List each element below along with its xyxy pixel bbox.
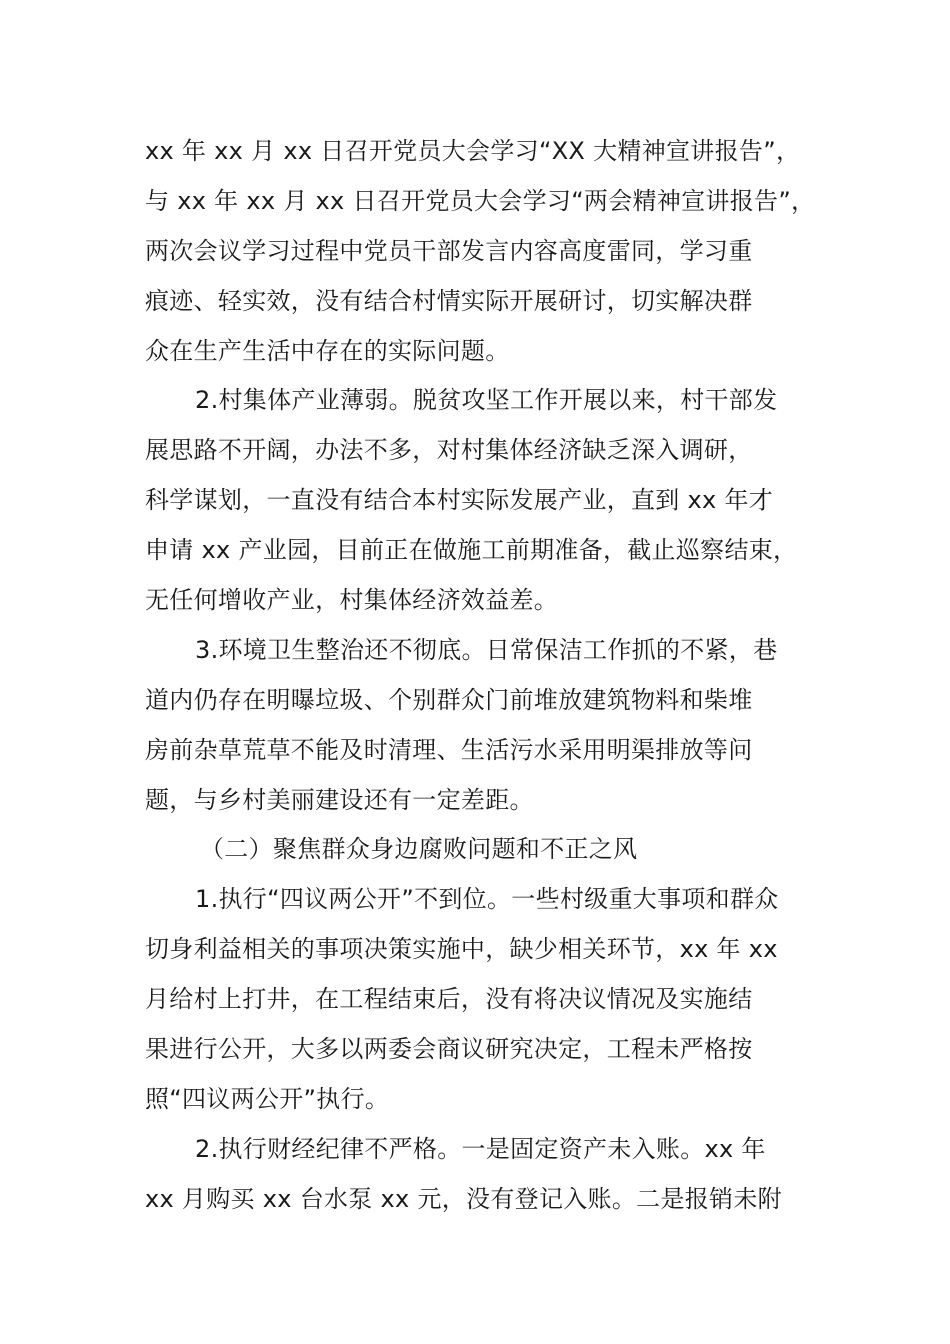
body-line: 无任何增收产业，村集体经济效益差。	[145, 586, 559, 615]
body-line: 痕迹、轻实效，没有结合村情实际开展研讨，切实解决群	[145, 286, 753, 315]
paragraph-start-line: 3.环境卫生整治还不彻底。日常保洁工作抓的不紧，巷	[195, 635, 778, 664]
document-body	[145, 127, 835, 1225]
body-line: xx 年 xx 月 xx 日召开党员大会学习“XX 大精神宣讲报告”，	[145, 137, 801, 165]
paragraph-start-line: 2.村集体产业薄弱。脱贫攻坚工作开展以来，村干部发	[195, 386, 778, 415]
section-heading: （二）聚焦群众身边腐败问题和不正之风	[200, 835, 638, 864]
body-line: 申请 xx 产业园，目前正在做施工前期准备，截止巡察结束，	[145, 536, 798, 565]
body-line: 道内仍存在明曝垃圾、个别群众门前堆放建筑物料和柴堆	[145, 685, 753, 714]
body-line: xx 月购买 xx 台水泵 xx 元，没有登记入账。二是报销未附	[145, 1184, 782, 1213]
body-line: 月给村上打井，在工程结束后，没有将决议情况及实施结	[145, 985, 753, 1014]
body-line: 切身利益相关的事项决策实施中，缺少相关环节，xx 年 xx	[145, 935, 778, 964]
body-line: 科学谋划，一直没有结合本村实际发展产业，直到 xx 年才	[145, 486, 774, 515]
body-line: 与 xx 年 xx 月 xx 日召开党员大会学习“两会精神宣讲报告”，	[145, 186, 816, 215]
body-line: 众在生产生活中存在的实际问题。	[145, 336, 510, 365]
body-line: 题，与乡村美丽建设还有一定差距。	[145, 785, 534, 814]
body-line: 房前杂草荒草不能及时清理、生活污水采用明渠排放等问	[145, 735, 753, 764]
paragraph-start-line: 1.执行“四议两公开”不到位。一些村级重大事项和群众	[195, 885, 779, 914]
paragraph-start-line: 2.执行财经纪律不严格。一是固定资产未入账。xx 年	[195, 1134, 766, 1163]
body-line: 两次会议学习过程中党员干部发言内容高度雷同，学习重	[145, 236, 753, 265]
body-line: 照“四议两公开”执行。	[145, 1084, 390, 1113]
body-line: 展思路不开阔，办法不多，对村集体经济缺乏深入调研，	[145, 436, 753, 465]
body-line: 果进行公开，大多以两委会商议研究决定，工程未严格按	[145, 1035, 753, 1064]
